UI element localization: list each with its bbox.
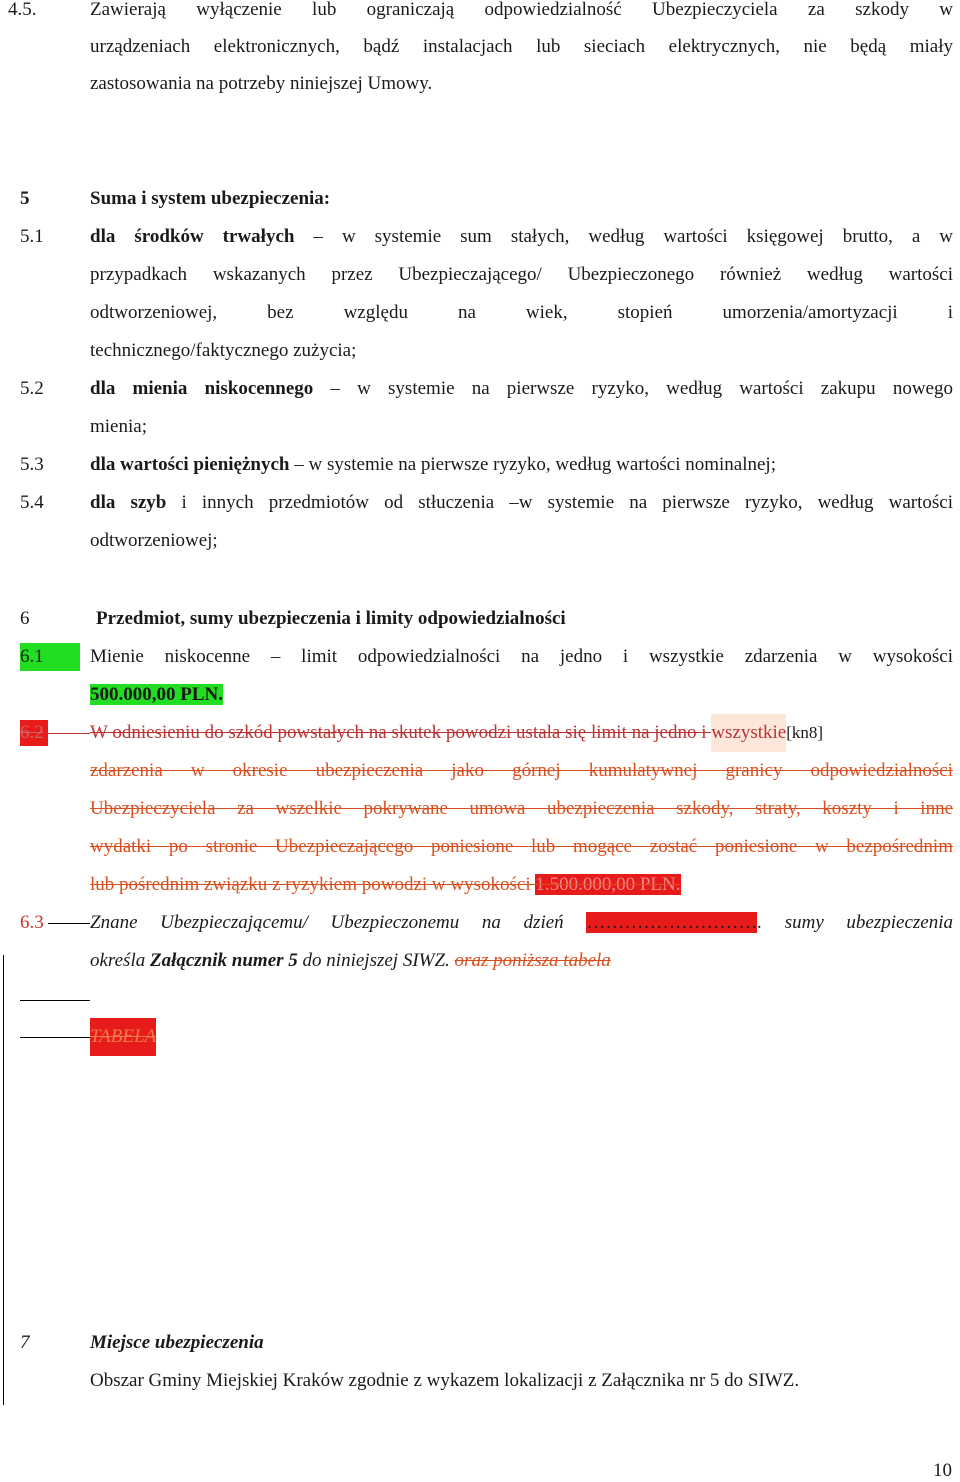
- separator-dash: [20, 1000, 90, 1001]
- deleted-line: wydatki po stronie Ubezpieczającego poniesione lub mogące zostać poniesione w bezpośrednim: [90, 836, 953, 857]
- deleted-text: oraz poniższa tabela: [454, 950, 611, 971]
- clause-line: technicznego/faktycznego zużycia;: [90, 340, 357, 361]
- deleted-line: [90, 866, 953, 904]
- deleted-text: W odniesieniu do szkód powstałych na skutek powodzi ustala się limit na jedno i: [90, 722, 712, 743]
- clause-bold-term: dla środków trwałych: [90, 226, 295, 247]
- clause-bold-term: dla mienia niskocennego: [90, 378, 314, 399]
- deleted-text: lub pośrednim związku z ryzykiem powodzi w wysokości: [90, 874, 536, 895]
- section-number: 5: [20, 188, 30, 209]
- separator-dash: [20, 1037, 90, 1038]
- clause-number: 5.1: [20, 226, 44, 247]
- date-placeholder: ………………………: [586, 912, 758, 933]
- clause-line: [90, 676, 953, 714]
- paragraph-line: urządzeniach elektronicznych, bądź instalacjach lub sieciach elektrycznych, nie będą miały: [90, 36, 953, 57]
- clause-line: odtworzeniowej, bez względu na wiek, stopień umorzenia/amortyzacji i: [90, 302, 953, 323]
- clause-number-highlight: 6.1: [20, 643, 80, 671]
- deletion-dash: [48, 923, 90, 924]
- clause-line: Mienie niskocenne – limit odpowiedzialności na jedno i wszystkie zdarzenia w wysokości: [90, 646, 953, 667]
- clause-line: [90, 370, 953, 408]
- limit-amount: 500.000,00 PLN.: [90, 684, 223, 705]
- clause-text: – w systemie sum stałych, według wartości księgowej brutto, a w: [294, 226, 953, 247]
- clause-number: 5.2: [20, 378, 44, 399]
- attachment-reference: Załącznik numer 5: [149, 950, 298, 971]
- comment-marker[interactable]: [kn8]: [786, 723, 824, 742]
- clause-text: Znane Ubezpieczającemu/ Ubezpieczonemu na dzień: [90, 912, 587, 933]
- section-title: Miejsce ubezpieczenia: [90, 1332, 264, 1353]
- deleted-table-label: TABELA: [90, 1018, 156, 1056]
- clause-line: odtworzeniowej;: [90, 530, 218, 551]
- clause-text: do niniejszej SIWZ.: [297, 950, 455, 971]
- clause-line: [90, 484, 953, 522]
- clause-bold-term: dla wartości pieniężnych: [90, 454, 290, 475]
- deleted-amount: 1.500.000,00 PLN.: [535, 874, 681, 895]
- paragraph-line: Zawierają wyłączenie lub ograniczają odpowiedzialność Ubezpieczyciela za szkody w: [90, 0, 953, 20]
- section-number: 7: [20, 1332, 30, 1353]
- section-number: 4.5.: [8, 0, 37, 20]
- clause-text: – w systemie na pierwsze ryzyko, według wartości zakupu nowego: [313, 378, 953, 399]
- section-number: 6: [20, 608, 30, 629]
- clause-line: [90, 904, 953, 942]
- clause-number: 6.3: [20, 912, 44, 933]
- clause-text: określa: [90, 950, 150, 971]
- page-number: 10: [933, 1460, 952, 1481]
- clause-number-deleted: 6.2: [20, 720, 48, 746]
- section-title: Przedmiot, sumy ubezpieczenia i limity odpowiedzialności: [96, 608, 566, 629]
- clause-bold-term: dla szyb: [90, 492, 167, 513]
- clause-line: przypadkach wskazanych przez Ubezpieczającego/ Ubezpieczonego również według wartości: [90, 264, 953, 285]
- clause-text: . sumy ubezpieczenia: [757, 912, 953, 933]
- section-title: Suma i system ubezpieczenia:: [90, 188, 331, 209]
- paragraph-line: zastosowania na potrzeby niniejszej Umowy.: [90, 73, 433, 94]
- clause-number: 5.4: [20, 492, 44, 513]
- deleted-line: zdarzenia w okresie ubezpieczenia jako górnej kumulatywnej granicy odpowiedzialności: [90, 760, 953, 781]
- clause-line: [90, 218, 953, 256]
- clause-number: 5.3: [20, 454, 44, 475]
- deleted-line: Ubezpieczyciela za wszelkie pokrywane umowa ubezpieczenia szkody, straty, koszty i inne: [90, 798, 953, 819]
- deleted-line: [90, 714, 953, 752]
- revision-bar: [3, 955, 4, 1405]
- clause-text: – w systemie na pierwsze ryzyko, według wartości nominalnej;: [289, 454, 776, 475]
- comment-anchor: wszystkie: [711, 714, 786, 752]
- paragraph-line: Obszar Gminy Miejskiej Kraków zgodnie z wykazem lokalizacji z Załącznika nr 5 do SIWZ.: [90, 1370, 800, 1391]
- clause-line: [90, 446, 953, 484]
- clause-text: i innych przedmiotów od stłuczenia –w systemie na pierwsze ryzyko, według wartości: [166, 492, 953, 513]
- deletion-dash: [48, 733, 90, 734]
- clause-line: mienia;: [90, 416, 147, 437]
- clause-line: [90, 942, 953, 980]
